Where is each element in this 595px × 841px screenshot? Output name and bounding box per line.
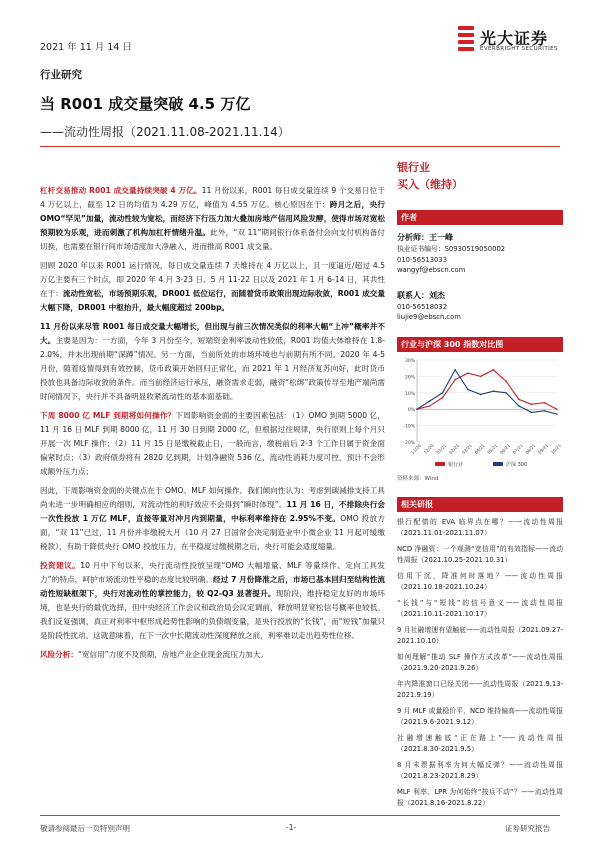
data-point	[505, 392, 507, 394]
contact-phone: 010-56518032	[397, 302, 448, 311]
y-tick-label: -20%	[403, 441, 415, 446]
related-report-item[interactable]: NCD 净融资：一个观测“宽信用”的有效指标——流动性周报（2021.10.25-2021.10.31）	[397, 545, 563, 564]
legend-swatch	[493, 462, 503, 466]
data-point	[518, 405, 520, 407]
paragraph-emphasis: 流动性宽松，市场预期乐观，DR001 低位运行，而随着货币政策出现边际收敛，R001 成交量大幅下降，DR001 中枢抬升，最大幅度超过 200bp。	[40, 289, 386, 312]
paragraph-text: 回顾 2020 年以来 R001 运行情况，每日成交量连续 7 天维持在 4 万亿以上，且一度逼近/超过 4.5 万亿主要有三个时点，即 2020 年 4 月 3-23 日、5 月 11-22 日以及 2021 年 1 月 6-14 日，其共性在于：	[40, 261, 385, 298]
data-point	[467, 389, 469, 391]
related-report-item[interactable]: 9 月 MLF 或量稳价平，NCD 维持偏高——流动性周报（2021.9.6-2021.9.12）	[397, 707, 563, 726]
data-point	[531, 403, 533, 405]
x-tick-label: 11/20	[409, 442, 422, 455]
paragraph	[40, 484, 385, 554]
x-tick-label: 02/21	[448, 442, 461, 455]
related-reports	[397, 497, 563, 814]
paragraph-text: 现阶段，维持稳定友好的市场环境，也是央行的最优选择，但中央经济工作会议和政治局会议定调前，释放明显宽松信号概率也较低。我们反复强调，真正对利率中枢形成趋势性影响的负债端变量，是央行投放的“长钱”，而“短钱”加量只是阶段性扰动。这就意味着，在下一次中长期流动性深度释放之前，利率难以走出趋势性位移。	[40, 589, 386, 640]
y-tick-label: 20%	[404, 375, 415, 381]
sector-label: 银行业	[397, 161, 430, 174]
data-point	[454, 369, 456, 371]
x-tick-label: 08/21	[524, 442, 537, 455]
paragraph-text: 此外，“双 11”期间银行体系备付会向支付机构备付切换，也需要在银行间市场适度加大净融入，进而推高 R001 成交量。	[40, 228, 385, 251]
report-category: 行业研究	[40, 69, 82, 81]
related-report-item[interactable]: 9 月社融增速有望触底——流动性周报（2021.09.27-2021.10.10）	[397, 626, 563, 645]
related-report-item[interactable]: 信用下沉，降准何时落地？——流动性周报（2021.10.18-2021.10.24）	[397, 572, 563, 591]
header-divider	[40, 146, 560, 147]
report-date: 2021 年 11 月 14 日	[40, 42, 132, 53]
paragraph	[40, 409, 385, 479]
series-line-0	[417, 370, 557, 409]
paragraph-text: 因此，下周影响资金面的关键点在于 OMO、MLF 如何操作。我们倾向性认为：考虑到碳减排支持工具尚未进一步明确相应的细则，对流动性的利好效应不会得到“瞬时体现”。	[40, 486, 385, 509]
data-point	[480, 394, 482, 396]
data-point	[480, 376, 482, 378]
related-report-item[interactable]: 如何理解“推动 SLF 操作方式改革”——流动性周报（2021.9.20-2021.9.26）	[397, 653, 563, 672]
page-number: -1-	[286, 823, 297, 832]
paragraph-text: 下周影响资金面的主要因素包括：（1）OMO 到期 5000 亿，11 月 16 日 MLF 到期 8000 亿，11 月 30 日到期 2000 亿，但根据过往规律，央行原则上每个月只开展一次 MLF 操作；（2）11 月 15 日是缴税截止日，一般而言，缴税前后 2-3 个工作日属于资金面偏紧时点；（3）政府债券将有 2820 亿到期，计划净融资 536 亿，流动性消耗力度可控，预计不会形成额外压力点；	[40, 411, 385, 476]
logo-mark-icon	[458, 26, 474, 52]
paragraph-lead: 下周 8000 亿 MLF 到期将如何操作？	[40, 411, 176, 420]
x-tick-label: 06/21	[498, 442, 512, 455]
sidebar	[397, 160, 563, 323]
paragraph-text: 11 月份以来，R001 每日成交量连续 9 个交易日位于 4 万亿以上，截至 12 日的均值为 4.29 万亿，峰值为 4.55 万亿。核心原因在于：	[40, 186, 385, 209]
data-point	[467, 372, 469, 374]
paragraph	[40, 320, 385, 404]
y-tick-label: -10%	[403, 424, 415, 430]
data-point	[531, 412, 533, 414]
report-subtitle: ——流动性周报（2021.11.08-2021.11.14）	[40, 125, 290, 139]
logo-english-name: EVERBRIGHT SECURITIES	[480, 46, 558, 52]
x-tick-label: 05/21	[486, 442, 499, 455]
analyst-name: 分析师：王一峰	[397, 233, 453, 242]
x-tick-label: 10/21	[549, 442, 562, 455]
legend-label: 银行业	[448, 462, 464, 468]
author-section-header: 作者	[397, 210, 563, 225]
rating-label: 买入（维持）	[397, 178, 463, 191]
y-tick-label: 0%	[407, 408, 415, 414]
related-report-item[interactable]: 银行配债的 EVA 临界点在哪？——流动性周报（2021.11.01-2021.11.07）	[397, 518, 563, 537]
related-report-item[interactable]: 年内降准窗口已经关闭——流动性周报（2021.9.13-2021.9.19）	[397, 680, 563, 699]
related-reports-list	[397, 517, 563, 808]
company-logo	[458, 26, 578, 66]
contact-name: 联系人：刘杰	[397, 290, 445, 300]
data-point	[429, 405, 431, 407]
data-point	[493, 369, 495, 371]
related-report-item[interactable]: 社融增速触底“正在路上”——流动性周报（2021.8.30-2021.9.5）	[397, 734, 563, 753]
x-tick-label: 03/21	[460, 442, 473, 455]
related-report-item[interactable]: “长钱”与“短钱”的信号意义——流动性周报（2021.10.11-2021.10.17）	[397, 599, 563, 618]
paragraph	[40, 648, 385, 662]
paragraph	[40, 559, 385, 643]
data-point	[505, 381, 507, 383]
data-point	[429, 400, 431, 402]
analyst-info	[397, 231, 563, 323]
paragraph-text: OMO 投放方面，“双 11”已过，11 月份并非缴税大月（10 月 27 日国常会决定制造业中小微企业 11 月起可缓缴税款），有助于降低央行 OMO 投放压力，在平稳度过缴税期之后，央行可能会适度缩量。	[40, 514, 385, 551]
y-tick-label: 10%	[404, 391, 415, 397]
paragraph	[40, 184, 385, 254]
data-point	[493, 390, 495, 392]
report-title: 当 R001 成交量突破 4.5 万亿	[40, 95, 251, 113]
index-comparison-chart	[397, 337, 563, 487]
paragraph-emphasis: 11 月 16 日，不排除央行会一次性投放 1 万亿 MLF，直接等量对冲月内到期量，中标利率维持在 2.95%不变。	[40, 500, 385, 523]
chart-source: 资料来源：Wind	[397, 476, 439, 482]
x-tick-label: 07/21	[511, 442, 524, 455]
paragraph-lead: 11 月份以来尽管 R001 每日成交量大幅增长，但出现与前三次情况类似的利率大幅“上冲”概率并不大。	[40, 322, 385, 345]
paragraph-emphasis: 经过 7 月份降准之后，市场已基本回归至结构性流动性短缺框架下，央行对流动性的掌控能力，较 Q2-Q3 显著提升。	[40, 575, 385, 598]
data-point	[556, 408, 558, 410]
related-report-item[interactable]: MLF 利率、LPR 为何始终“按兵不动”？——流动性周报（2021.8.16-2021.8.22）	[397, 788, 563, 807]
data-point	[454, 379, 456, 381]
paragraph-lead: 风险分析：	[40, 650, 78, 659]
footer-report-type: 证券研究报告	[505, 824, 550, 833]
paragraph-emphasis: 跨月之后，央行 OMO“罕见”加量，流动性较为宽松，而经济下行压力加大叠加房地产信用风险发酵，使得市场对宽松预期较为乐观，进而刺激了机构加杠杆情绪升温。	[40, 200, 385, 237]
footer-divider	[40, 815, 560, 816]
data-point	[543, 410, 545, 412]
paragraph	[40, 259, 385, 315]
data-point	[556, 413, 558, 415]
data-point	[543, 402, 545, 404]
paragraph-text: “宽信用”力度不及预期，房地产业企业现金流压力加大。	[77, 650, 269, 659]
data-point	[442, 397, 444, 399]
data-point	[416, 408, 418, 410]
logo-name: 光大证券	[480, 29, 549, 48]
x-tick-label: 01/21	[435, 442, 448, 455]
legend-label: 沪深 300	[506, 462, 528, 468]
paragraph-lead: 杠杆交易推动 R001 成交量持续突破 4 万亿。	[40, 186, 202, 195]
related-reports-header: 相关研报	[397, 497, 563, 512]
x-tick-label: 12/20	[422, 442, 435, 455]
contact-email[interactable]: liujie9@ebscn.com	[397, 313, 461, 321]
chart-header: 行业与沪深 300 指数对比图	[397, 337, 563, 352]
legend-swatch	[435, 462, 445, 466]
x-tick-label: 09/21	[537, 442, 550, 455]
paragraph-text: 主要是因为：一方面，今年 3 月份至今，短端资金利率波动性较低，R001 均值大体维持在 1.8-2.0%，并未出现前期“深蹲”情况。另一方面，当前所处的市场环境也与前期有所不同。2020 年 4-5 月份，随着疫情得到有效控制，货币政策开始回归正常化，而 2021 年 1 月经济复苏向好，此时货币投放也具备边际收敛的条件。而当前经济运行承压，融资需求走弱，融资“松绑”政策传导至地产端尚需时间情况下，央行并不具备明显收紧流动性的基本面基础。	[40, 336, 386, 401]
report-body	[40, 184, 385, 667]
x-tick-label: 04/21	[473, 442, 486, 455]
analyst-email[interactable]: wangyf@ebscn.com	[397, 266, 466, 274]
analyst-cert: 执业证书编号：S0930519050002	[397, 245, 506, 253]
chart-svg	[397, 354, 563, 472]
related-report-item[interactable]: 8 月末票据利率为何大幅反弹？——流动性周报（2021.8.23-2021.8.29）	[397, 761, 563, 780]
y-tick-label: 30%	[404, 359, 415, 364]
footer-disclaimer: 敬请参阅最后一页特别声明	[40, 824, 130, 833]
paragraph-lead: 投资建议。	[40, 561, 81, 570]
data-point	[518, 399, 520, 401]
paragraph-text: 10 月中下旬以来，央行流动性投放呈现“OMO 大幅增量、MLF 等量续作、定向工具发力”的特点，呵护市场流动性平稳的态度比较明确。	[40, 561, 386, 584]
data-point	[442, 392, 444, 394]
analyst-phone: 010-56513033	[397, 255, 448, 264]
